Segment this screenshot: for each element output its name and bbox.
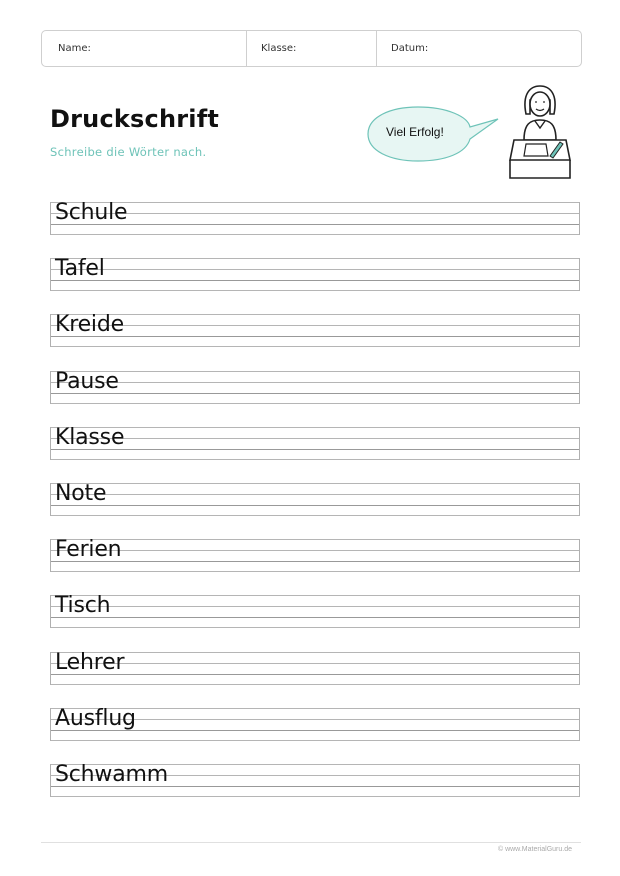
practice-word: Pause [55, 368, 119, 394]
date-label: Datum: [391, 43, 429, 54]
writing-row[interactable] [50, 480, 580, 516]
name-field[interactable] [42, 31, 247, 66]
footer-divider [41, 842, 581, 843]
writing-row[interactable] [50, 258, 580, 291]
practice-word: Tisch [55, 593, 111, 619]
page-title: Druckschrift [50, 105, 220, 133]
practice-word: Kreide [55, 312, 124, 338]
practice-word: Lehrer [55, 649, 125, 675]
writing-row[interactable] [50, 314, 580, 347]
footer-credit: © www.MaterialGuru.de [497, 846, 572, 853]
practice-word: Note [55, 480, 107, 506]
writing-row[interactable] [50, 368, 580, 404]
practice-word: Tafel [55, 256, 105, 282]
writing-row[interactable] [50, 202, 580, 235]
writing-row[interactable] [50, 761, 580, 797]
speech-bubble [366, 105, 478, 163]
writing-row[interactable] [50, 649, 580, 685]
writing-row[interactable] [50, 595, 580, 628]
name-label: Name: [58, 43, 91, 54]
writing-row[interactable] [50, 424, 580, 460]
writing-lines [50, 202, 580, 820]
practice-word: Schule [55, 200, 128, 225]
instruction-text: Schreibe die Wörter nach. [50, 145, 207, 159]
writing-row[interactable] [50, 539, 580, 572]
date-field[interactable] [377, 31, 581, 66]
practice-word: Ausflug [55, 705, 136, 731]
practice-word: Klasse [55, 424, 125, 450]
class-field[interactable] [247, 31, 377, 66]
practice-word: Schwamm [55, 761, 168, 787]
speech-bubble-text: Viel Erfolg! [386, 125, 444, 139]
teacher-at-desk-icon [500, 80, 578, 182]
practice-word: Ferien [55, 537, 122, 563]
header-fields [41, 30, 582, 67]
writing-row[interactable] [50, 705, 580, 741]
class-label: Klasse: [261, 43, 297, 54]
